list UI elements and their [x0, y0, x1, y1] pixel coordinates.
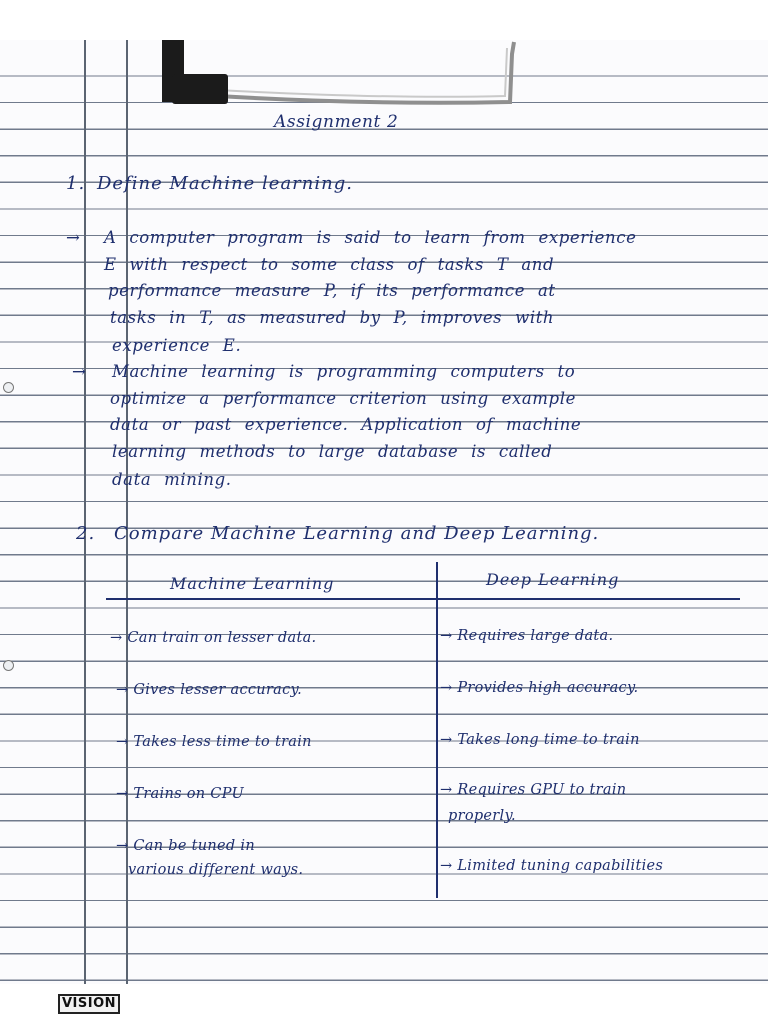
table-header-deep-learning: Deep Learning [486, 570, 620, 589]
punch-hole-upper [3, 382, 14, 393]
dl-cell-line: → Requires GPU to train [440, 782, 627, 798]
table-header-machine-learning: Machine Learning [170, 574, 335, 593]
answer-1a-line: A computer program is said to learn from experience [104, 228, 637, 247]
ml-cell-line: → Can train on lesser data. [110, 630, 317, 646]
answer-1a-marker: → [66, 228, 81, 247]
ml-cell-line: → Can be tuned in [116, 838, 255, 854]
question-1-heading: Define Machine learning. [97, 173, 353, 194]
punch-hole-lower [3, 660, 14, 671]
answer-1b-line: learning methods to large database is called [112, 442, 553, 461]
notebook-page [0, 40, 768, 1011]
answer-1a-line: performance measure P, if its performance at [108, 281, 556, 300]
answer-1a-line: tasks in T, as measured by P, improves with [110, 308, 555, 327]
answer-1b-line: data mining. [112, 470, 232, 489]
dl-cell-line: → Requires large data. [440, 628, 614, 644]
table-column-divider [436, 562, 438, 898]
dl-cell-line: → Takes long time to train [440, 732, 640, 748]
ml-cell-line: → Takes less time to train [116, 734, 312, 750]
dl-cell-line: → Provides high accuracy. [440, 680, 639, 696]
ml-cell-line: → Trains on CPU [116, 786, 245, 802]
answer-1b-line: data or past experience. Application of machine [110, 415, 582, 434]
table-header-rule [106, 598, 740, 600]
dl-cell-line: properly. [448, 808, 516, 824]
ml-cell-line: various different ways. [128, 862, 304, 878]
answer-1a-line: E with respect to some class of tasks T and [104, 255, 555, 274]
page-title: Assignment 2 [274, 112, 399, 132]
dl-cell-line: → Limited tuning capabilities [440, 858, 664, 874]
answer-1b-line: Machine learning is programming computers to [112, 362, 576, 381]
answer-1a-line: experience E. [112, 336, 242, 355]
question-1-number: 1. [66, 173, 86, 194]
vision-brand-logo: VISION [58, 994, 120, 1014]
question-2-heading: Compare Machine Learning and Deep Learning. [114, 523, 600, 544]
answer-1b-line: optimize a performance criterion using example [110, 389, 576, 408]
question-2-number: 2. [76, 523, 96, 544]
answer-1b-marker: → [72, 362, 87, 381]
ml-cell-line: → Gives lesser accuracy. [116, 682, 303, 698]
